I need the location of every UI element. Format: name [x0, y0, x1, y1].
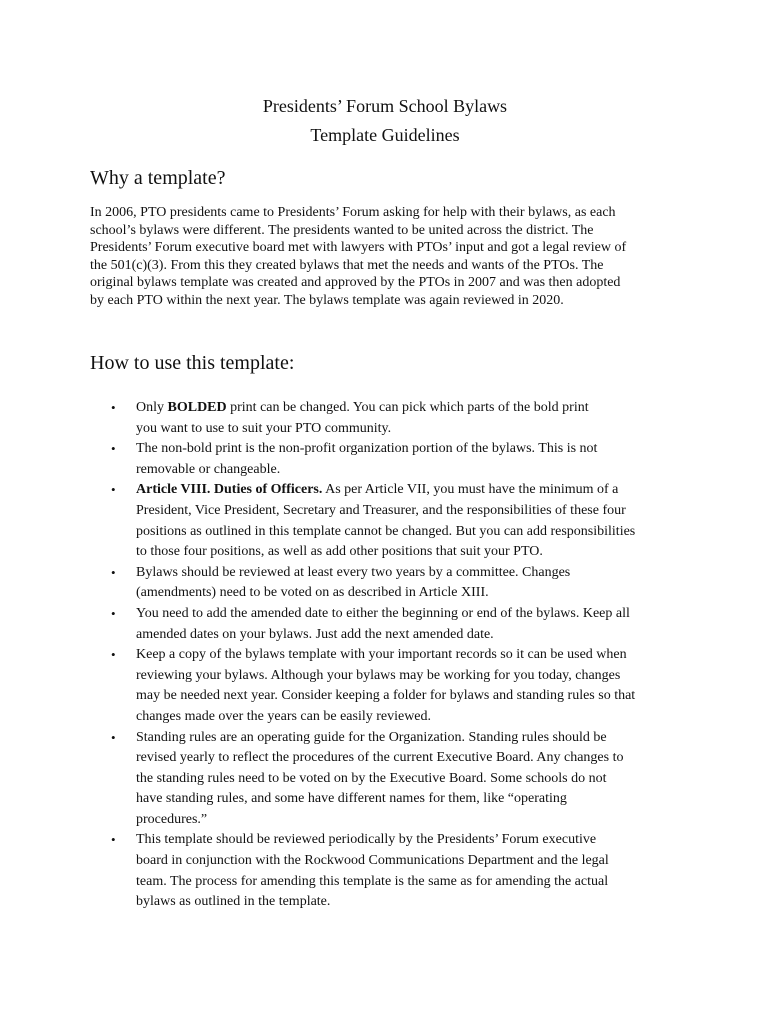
bullet-line: [136, 398, 690, 419]
how-heading: How to use this template:: [90, 352, 295, 374]
bullet-text: As per Article VII, you must have the minimum of a: [322, 482, 619, 498]
bullet-marker: •: [111, 729, 116, 745]
paragraph-line: Presidents’ Forum executive board met with lawyers with PTOs’ input and got a legal review of: [90, 240, 627, 256]
bullet-line: [136, 789, 690, 810]
bullet-line: [136, 460, 690, 481]
bullet-line: [136, 728, 690, 749]
bullet-text: reviewing your bylaws. Although your bylaws may be working for you today, changes: [136, 667, 621, 683]
bullet-item: [90, 645, 690, 727]
bullet-line: [136, 686, 690, 707]
bullet-text: print can be changed. You can pick which parts of the bold print: [226, 400, 589, 415]
bullet-item: [90, 480, 690, 562]
bullet-text: (amendments) need to be voted on as described in Article XIII.: [136, 585, 489, 601]
bullet-text: procedures.”: [136, 811, 208, 827]
bullet-text: Only: [136, 400, 168, 415]
bullet-text: changes made over the years can be easily reviewed.: [136, 708, 432, 724]
bullet-line: [136, 480, 690, 501]
bullet-text: may be needed next year. Consider keeping a folder for bylaws and standing rules so that: [136, 688, 636, 704]
bullet-line: [136, 625, 690, 646]
bullet-line: [136, 872, 690, 893]
bullet-line: [136, 666, 690, 687]
bullet-line: [136, 563, 690, 584]
paragraph-line: by each PTO within the next year. The bylaws template was again reviewed in 2020.: [90, 292, 564, 308]
bullet-marker: •: [111, 441, 116, 457]
bullet-text: The non-bold print is the non-profit organization portion of the bylaws. This is not: [136, 441, 598, 457]
bullet-item: [90, 830, 690, 912]
bullet-line: [136, 439, 690, 460]
bullet-line: [136, 830, 690, 851]
bullet-line: [136, 748, 690, 769]
bullet-line: [136, 542, 690, 563]
how-bullet-list: [90, 398, 690, 913]
bullet-line: [136, 501, 690, 522]
bullet-line: [136, 892, 690, 913]
paragraph-line: original bylaws template was created and approved by the PTOs in 2007 and was then adopted: [90, 275, 621, 291]
bullet-line: [136, 769, 690, 790]
bullet-text: revised yearly to reflect the procedures of the current Executive Board. Any changes to: [136, 750, 624, 766]
bullet-text: team. The process for amending this template is the same as for amending the actual: [136, 873, 609, 889]
bullet-bold-text: Article VIII. Duties of Officers.: [136, 482, 323, 498]
bullet-marker: •: [111, 482, 116, 498]
bullet-text: amended dates on your bylaws. Just add the next amended date.: [136, 626, 494, 642]
document-title: Presidents’ Forum School Bylaws: [262, 96, 508, 116]
bullet-line: [136, 707, 690, 728]
bullet-text: removable or changeable.: [136, 461, 281, 477]
bullet-text: President, Vice President, Secretary and Treasurer, and the responsibilities of these four: [136, 502, 626, 518]
bullet-text: the standing rules need to be voted on by the Executive Board. Some schools do not: [136, 770, 607, 786]
paragraph-line: the 501(c)(3). From this they created bylaws that met the needs and wants of the PTOs. The: [90, 257, 604, 273]
bullet-text: You need to add the amended date to either the beginning or end of the bylaws. Keep all: [136, 605, 630, 621]
bullet-text: Standing rules are an operating guide for the Organization. Standing rules should be: [136, 729, 607, 745]
bullet-text: to those four positions, as well as add other positions that suit your PTO.: [136, 544, 543, 560]
why-paragraph: [90, 204, 680, 310]
bullet-bold-text: BOLDED: [167, 400, 227, 415]
why-heading: Why a template?: [90, 167, 226, 189]
bullet-line: [136, 419, 690, 440]
bullet-item: [90, 563, 690, 604]
bullet-item: [90, 728, 690, 831]
bullet-text: Keep a copy of the bylaws template with your important records so it can be used when: [136, 647, 627, 663]
bullet-marker: •: [111, 605, 116, 621]
bullet-item: [90, 439, 690, 480]
bullet-line: [136, 851, 690, 872]
bullet-line: [136, 522, 690, 543]
bullet-marker: •: [111, 832, 116, 848]
bullet-line: [136, 645, 690, 666]
bullet-text: you want to use to suit your PTO community.: [136, 420, 392, 436]
bullet-line: [136, 810, 690, 831]
bullet-marker: •: [111, 647, 116, 663]
bullet-item: [90, 398, 690, 439]
bullet-marker: •: [111, 400, 116, 415]
bullet-text: bylaws as outlined in the template.: [136, 894, 331, 910]
bullet-text: have standing rules, and some have different names for them, like “operating: [136, 791, 567, 807]
bullet-marker: •: [111, 564, 116, 580]
bullet-item: [90, 604, 690, 645]
bullet-text: positions as outlined in this template cannot be changed. But you can add responsibilities: [136, 523, 636, 539]
bullet-line: [136, 604, 690, 625]
paragraph-line: school’s bylaws were different. The presidents wanted to be united across the district. The: [90, 222, 594, 238]
bullet-text: board in conjunction with the Rockwood Communications Department and the legal: [136, 853, 609, 869]
document-subtitle: Template Guidelines: [310, 125, 460, 145]
bullet-text: This template should be reviewed periodically by the Presidents’ Forum executive: [136, 832, 597, 848]
paragraph-line: In 2006, PTO presidents came to Presidents’ Forum asking for help with their bylaws, as each: [90, 205, 616, 220]
bullet-text: Bylaws should be reviewed at least every two years by a committee. Changes: [136, 564, 571, 580]
bullet-line: [136, 583, 690, 604]
